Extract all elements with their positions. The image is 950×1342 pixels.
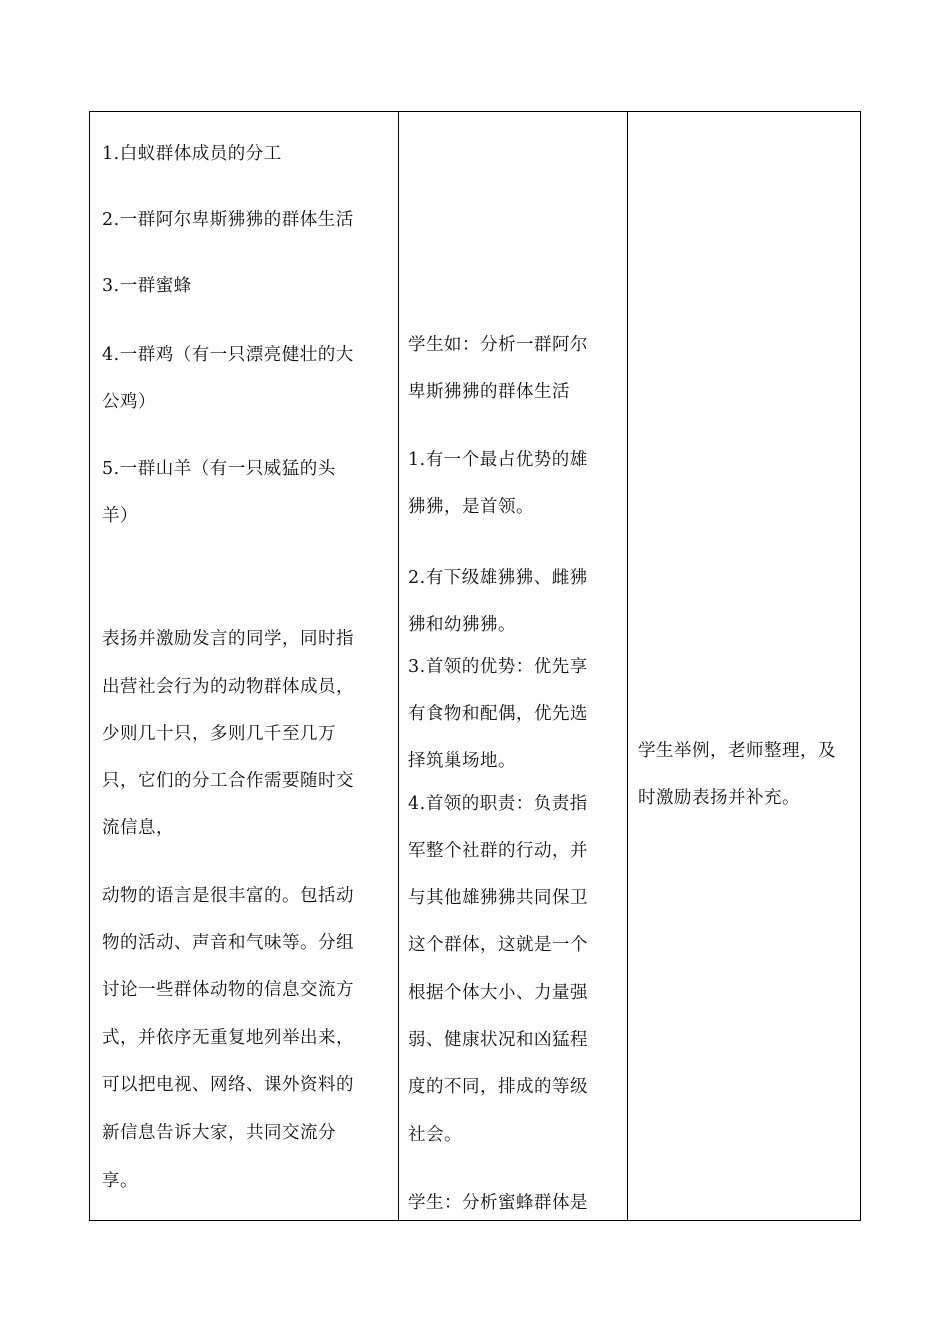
text-line: 与其他雄狒狒共同保卫 xyxy=(408,888,588,908)
text-line: 3.一群蜜蜂 xyxy=(102,276,192,296)
text-line: 只，它们的分工合作需要随时交 xyxy=(102,771,354,791)
text-line: 可以把电视、网络、课外资料的 xyxy=(102,1075,354,1095)
text-line: 表扬并激励发言的同学，同时指 xyxy=(102,629,354,649)
text-line: 学生举例，老师整理，及 xyxy=(638,741,836,761)
text-line: 学生如：分析一群阿尔 xyxy=(408,335,588,355)
column-divider xyxy=(627,112,628,1220)
text-line: 4.一群鸡（有一只漂亮健壮的大 xyxy=(102,345,354,365)
text-line: 1.有一个最占优势的雄 xyxy=(408,450,588,470)
text-line: 狒狒，是首领。 xyxy=(408,497,534,517)
text-line: 2.有下级雄狒狒、雌狒 xyxy=(408,568,588,588)
text-line: 狒和幼狒狒。 xyxy=(408,615,516,635)
text-line: 4.首领的职责：负责指 xyxy=(408,794,588,814)
text-line: 出营社会行为的动物群体成员， xyxy=(102,677,354,697)
text-line: 学生：分析蜜蜂群体是 xyxy=(408,1193,588,1213)
text-line: 这个群体，这就是一个 xyxy=(408,935,588,955)
text-line: 度的不同，排成的等级 xyxy=(408,1077,588,1097)
text-line: 卑斯狒狒的群体生活 xyxy=(408,382,570,402)
text-line: 择筑巢场地。 xyxy=(408,751,516,771)
text-line: 3.首领的优势：优先享 xyxy=(408,657,588,677)
text-line: 讨论一些群体动物的信息交流方 xyxy=(102,980,354,1000)
lesson-table xyxy=(89,111,861,1221)
text-line: 有食物和配偶，优先选 xyxy=(408,704,588,724)
text-line: 流信息， xyxy=(102,818,174,838)
text-line: 军整个社群的行动，并 xyxy=(408,841,588,861)
text-line: 时激励表扬并补充。 xyxy=(638,788,800,808)
text-line: 1.白蚁群体成员的分工 xyxy=(102,144,282,164)
text-line: 羊） xyxy=(102,506,138,526)
column-divider xyxy=(398,112,399,1220)
text-line: 公鸡） xyxy=(102,392,156,412)
text-line: 享。 xyxy=(102,1171,138,1191)
text-line: 弱、健康状况和凶猛程 xyxy=(408,1030,588,1050)
text-line: 根据个体大小、力量强 xyxy=(408,983,588,1003)
text-line: 社会。 xyxy=(408,1125,462,1145)
text-line: 5.一群山羊（有一只威猛的头 xyxy=(102,459,336,479)
text-line: 动物的语言是很丰富的。包括动 xyxy=(102,886,354,906)
text-line: 新信息告诉大家，共同交流分 xyxy=(102,1123,336,1143)
text-line: 式，并依序无重复地列举出来， xyxy=(102,1028,354,1048)
text-line: 物的活动、声音和气味等。分组 xyxy=(102,933,354,953)
text-line: 少则几十只，多则几千至几万 xyxy=(102,724,336,744)
text-line: 2.一群阿尔卑斯狒狒的群体生活 xyxy=(102,210,354,230)
